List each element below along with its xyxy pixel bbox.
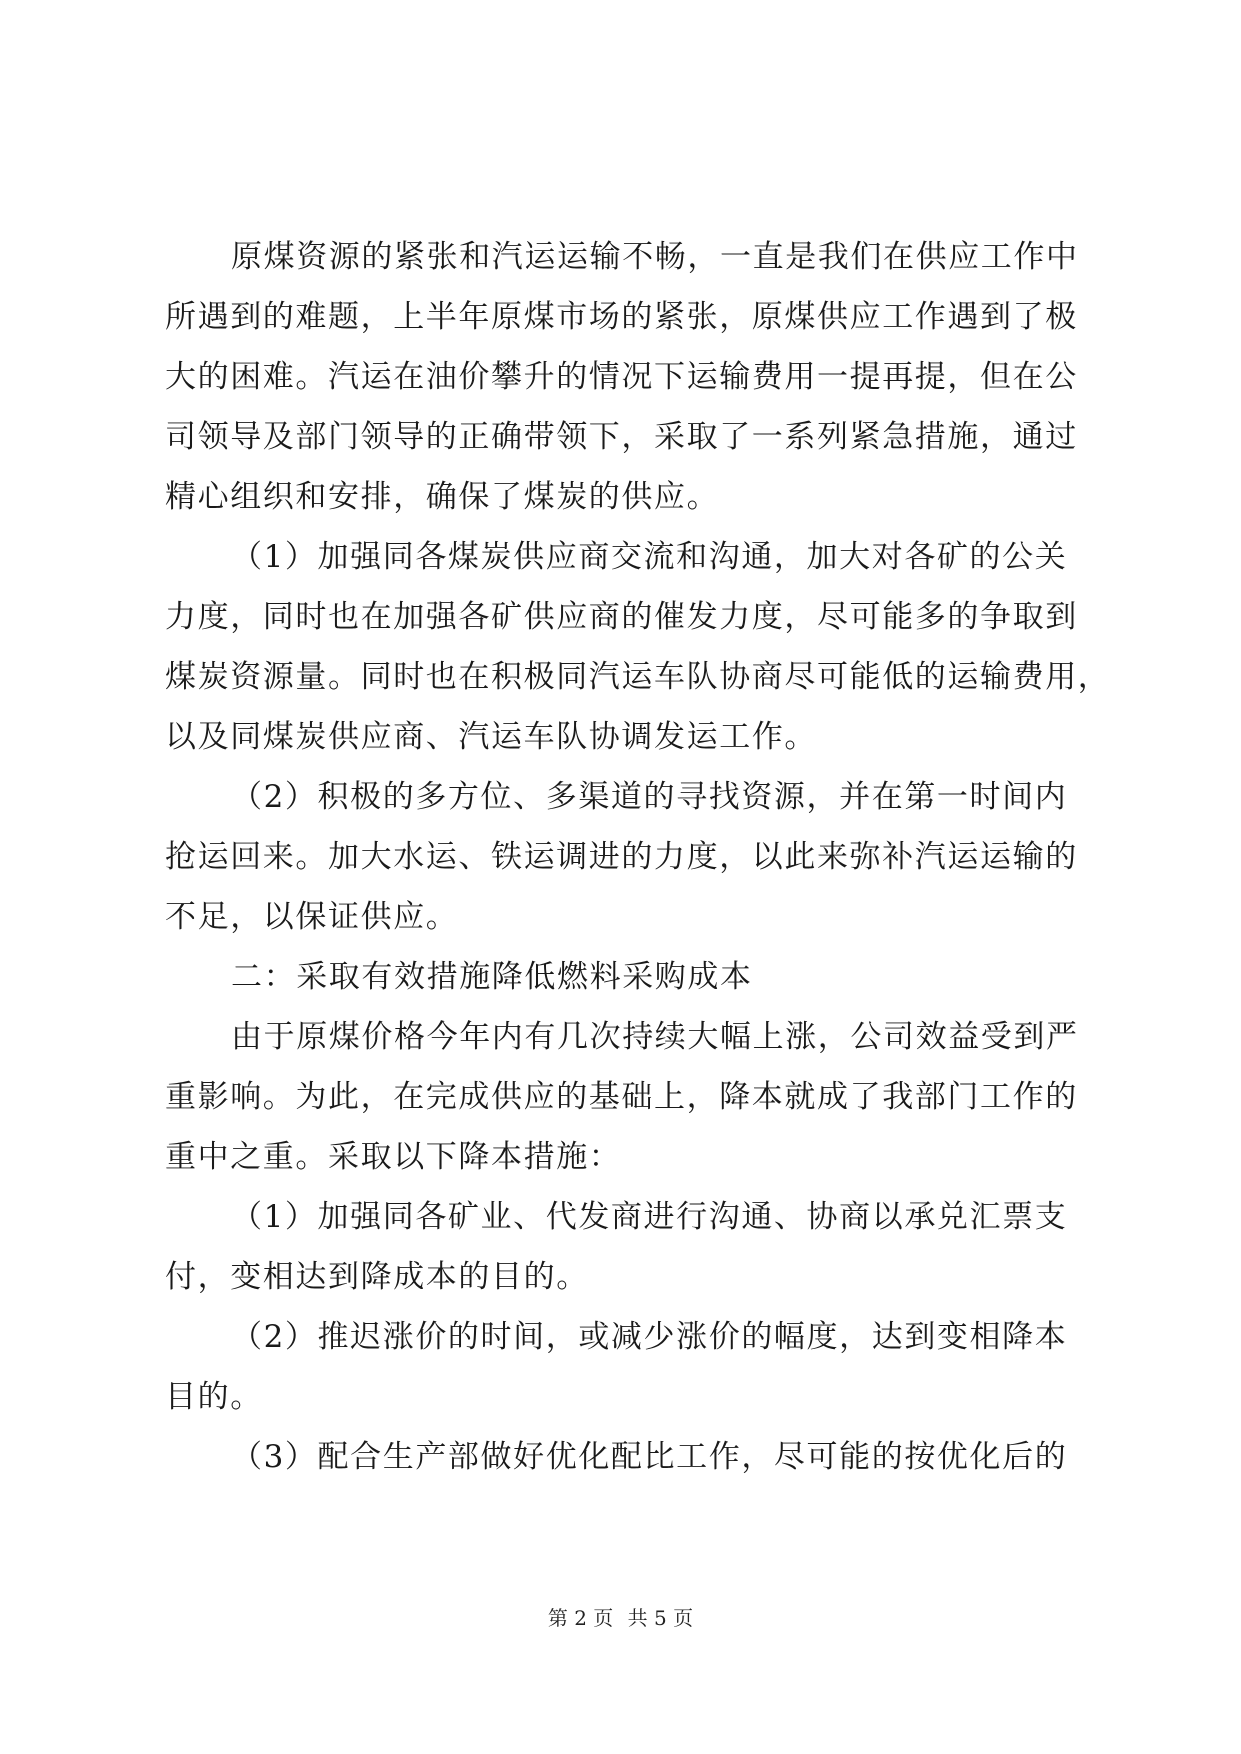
page-total: 共 5 页 [627,1606,694,1630]
section-heading: 二：采取有效措施降低燃料采购成本 [231,959,753,995]
page-footer [0,1604,1241,1632]
paragraph-4-line-3: 重中之重。采取以下降本措施： [165,1139,622,1175]
paragraph-2-line-3: 煤炭资源量。同时也在积极同汽运车队协商尽可能低的运输费用， [165,659,1111,695]
paragraph-7-line-1: （3）配合生产部做好优化配比工作，尽可能的按优化后的 [231,1439,1068,1475]
paragraph-3-line-3: 不足，以保证供应。 [165,899,459,935]
paragraph-6-line-2: 目的。 [165,1379,263,1415]
paragraph-6-line-1: （2）推迟涨价的时间，或减少涨价的幅度，达到变相降本 [231,1319,1068,1355]
paragraph-1-line-4: 司领导及部门领导的正确带领下，采取了一系列紧急措施，通过 [165,419,1078,455]
paragraph-4-line-1: 由于原煤价格今年内有几次持续大幅上涨，公司效益受到严 [231,1019,1079,1055]
paragraph-1-line-1: 原煤资源的紧张和汽运运输不畅，一直是我们在供应工作中 [231,239,1079,275]
paragraph-2-line-2: 力度，同时也在加强各矿供应商的催发力度，尽可能多的争取到 [165,599,1078,635]
paragraph-1-line-2: 所遇到的难题，上半年原煤市场的紧张，原煤供应工作遇到了极 [165,299,1078,335]
paragraph-3-line-2: 抢运回来。加大水运、铁运调进的力度，以此来弥补汽运运输的 [165,839,1078,875]
paragraph-2-line-1: （1）加强同各煤炭供应商交流和沟通，加大对各矿的公关 [231,539,1068,575]
paragraph-3-line-1: （2）积极的多方位、多渠道的寻找资源，并在第一时间内 [231,779,1068,815]
paragraph-2-line-4: 以及同煤炭供应商、汽运车队协调发运工作。 [165,719,817,755]
paragraph-1-line-5: 精心组织和安排，确保了煤炭的供应。 [165,479,720,515]
page-number: 第 2 页 [547,1606,614,1630]
paragraph-1-line-3: 大的困难。汽运在油价攀升的情况下运输费用一提再提，但在公 [165,359,1078,395]
paragraph-5-line-1: （1）加强同各矿业、代发商进行沟通、协商以承兑汇票支 [231,1199,1068,1235]
paragraph-4-line-2: 重影响。为此，在完成供应的基础上，降本就成了我部门工作的 [165,1079,1078,1115]
paragraph-5-line-2: 付，变相达到降成本的目的。 [165,1259,589,1295]
